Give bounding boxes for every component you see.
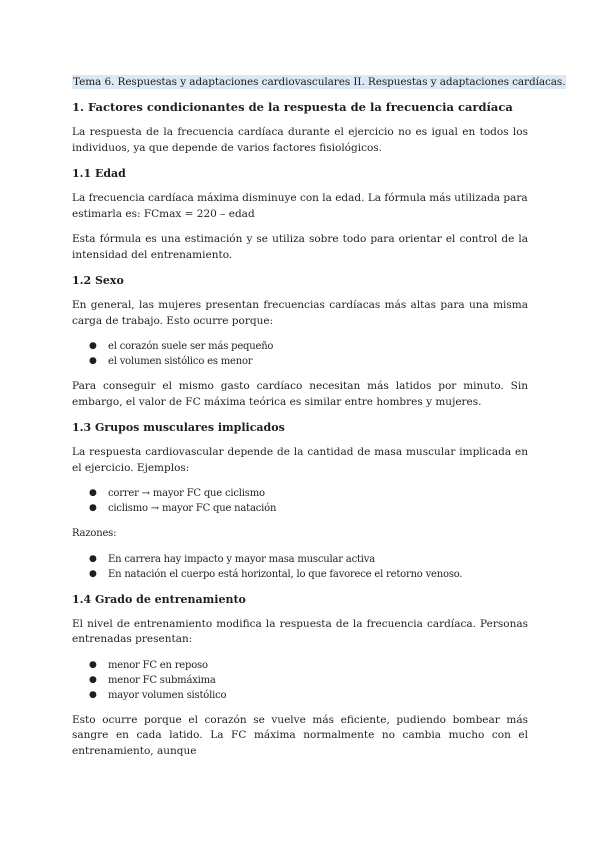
grupos-list	[72, 486, 528, 516]
bullet-icon: ●	[89, 503, 97, 513]
list-item: ● En carrera hay impacto y mayor masa muscular activa	[89, 553, 375, 565]
subheading-grado: 1.4 Grado de entrenamiento	[72, 592, 246, 606]
list-item: ● correr → mayor FC que ciclismo	[89, 488, 265, 499]
grupos-paragraph-1: La respuesta cardiovascular depende de la cantidad de masa muscular implicada en el ejercicio. Ejemplos:	[72, 446, 528, 474]
list-item: ● el volumen sistólico es menor	[89, 356, 253, 367]
list-item: ● ciclismo → mayor FC que natación	[89, 503, 277, 514]
grado-paragraph-2: Esto ocurre porque el corazón se vuelve más eficiente, pudiendo bombear más sangre en cada latido. La FC máxima normalmente no cambia mucho con el entrenamiento, aunque	[72, 713, 528, 757]
razones-label: Razones:	[72, 528, 117, 539]
topic-title: Tema 6. Respuestas y adaptaciones cardiovasculares II. Respuestas y adaptaciones cardíacas.	[73, 76, 566, 88]
bullet-icon: ●	[89, 553, 97, 564]
sexo-paragraph-1: En general, las mujeres presentan frecuencias cardíacas más altas para una misma carga de trabajo. Esto ocurre porque:	[72, 299, 528, 327]
bullet-icon: ●	[89, 341, 97, 351]
sexo-paragraph-2: Para conseguir el mismo gasto cardíaco necesitan más latidos por minuto. Sin embargo, el valor de FC máxima teórica es similar entre hombres y mujeres.	[72, 380, 528, 408]
bullet-icon: ●	[89, 568, 97, 579]
grado-paragraph-1: El nivel de entrenamiento modifica la respuesta de la frecuencia cardíaca. Personas entrenadas presentan:	[72, 617, 528, 645]
razones-list	[72, 552, 528, 582]
edad-paragraph-1: La frecuencia cardíaca máxima disminuye con la edad. La fórmula más utilizada para estimarla es: FCmax = 220 – edad	[72, 192, 528, 220]
subheading-edad: 1.1 Edad	[72, 167, 126, 180]
bullet-icon: ●	[89, 689, 97, 700]
edad-paragraph-2: Esta fórmula es una estimación y se utiliza sobre todo para orientar el control de la intensidad del entrenamiento.	[72, 233, 528, 261]
list-item: ● En natación el cuerpo está horizontal, lo que favorece el retorno venoso.	[89, 568, 463, 580]
subheading-grupos: 1.3 Grupos musculares implicados	[72, 421, 285, 434]
list-item: ● menor FC submáxima	[89, 674, 216, 686]
grado-list	[72, 658, 528, 703]
list-item: ● menor FC en reposo	[89, 659, 208, 671]
section-intro: La respuesta de la frecuencia cardíaca durante el ejercicio no es igual en todos los individuos, ya que depende de varios factores fisiológicos.	[72, 126, 528, 154]
list-item: ● el corazón suele ser más pequeño	[89, 341, 274, 352]
list-item: ● mayor volumen sistólico	[89, 689, 227, 701]
section-heading: 1. Factores condicionantes de la respuesta de la frecuencia cardíaca	[72, 100, 513, 114]
sexo-list	[72, 339, 528, 369]
subheading-sexo: 1.2 Sexo	[72, 274, 124, 287]
bullet-icon: ●	[89, 659, 97, 670]
bullet-icon: ●	[89, 674, 97, 685]
bullet-icon: ●	[89, 488, 97, 498]
bullet-icon: ●	[89, 356, 97, 366]
document-page	[72, 70, 566, 769]
